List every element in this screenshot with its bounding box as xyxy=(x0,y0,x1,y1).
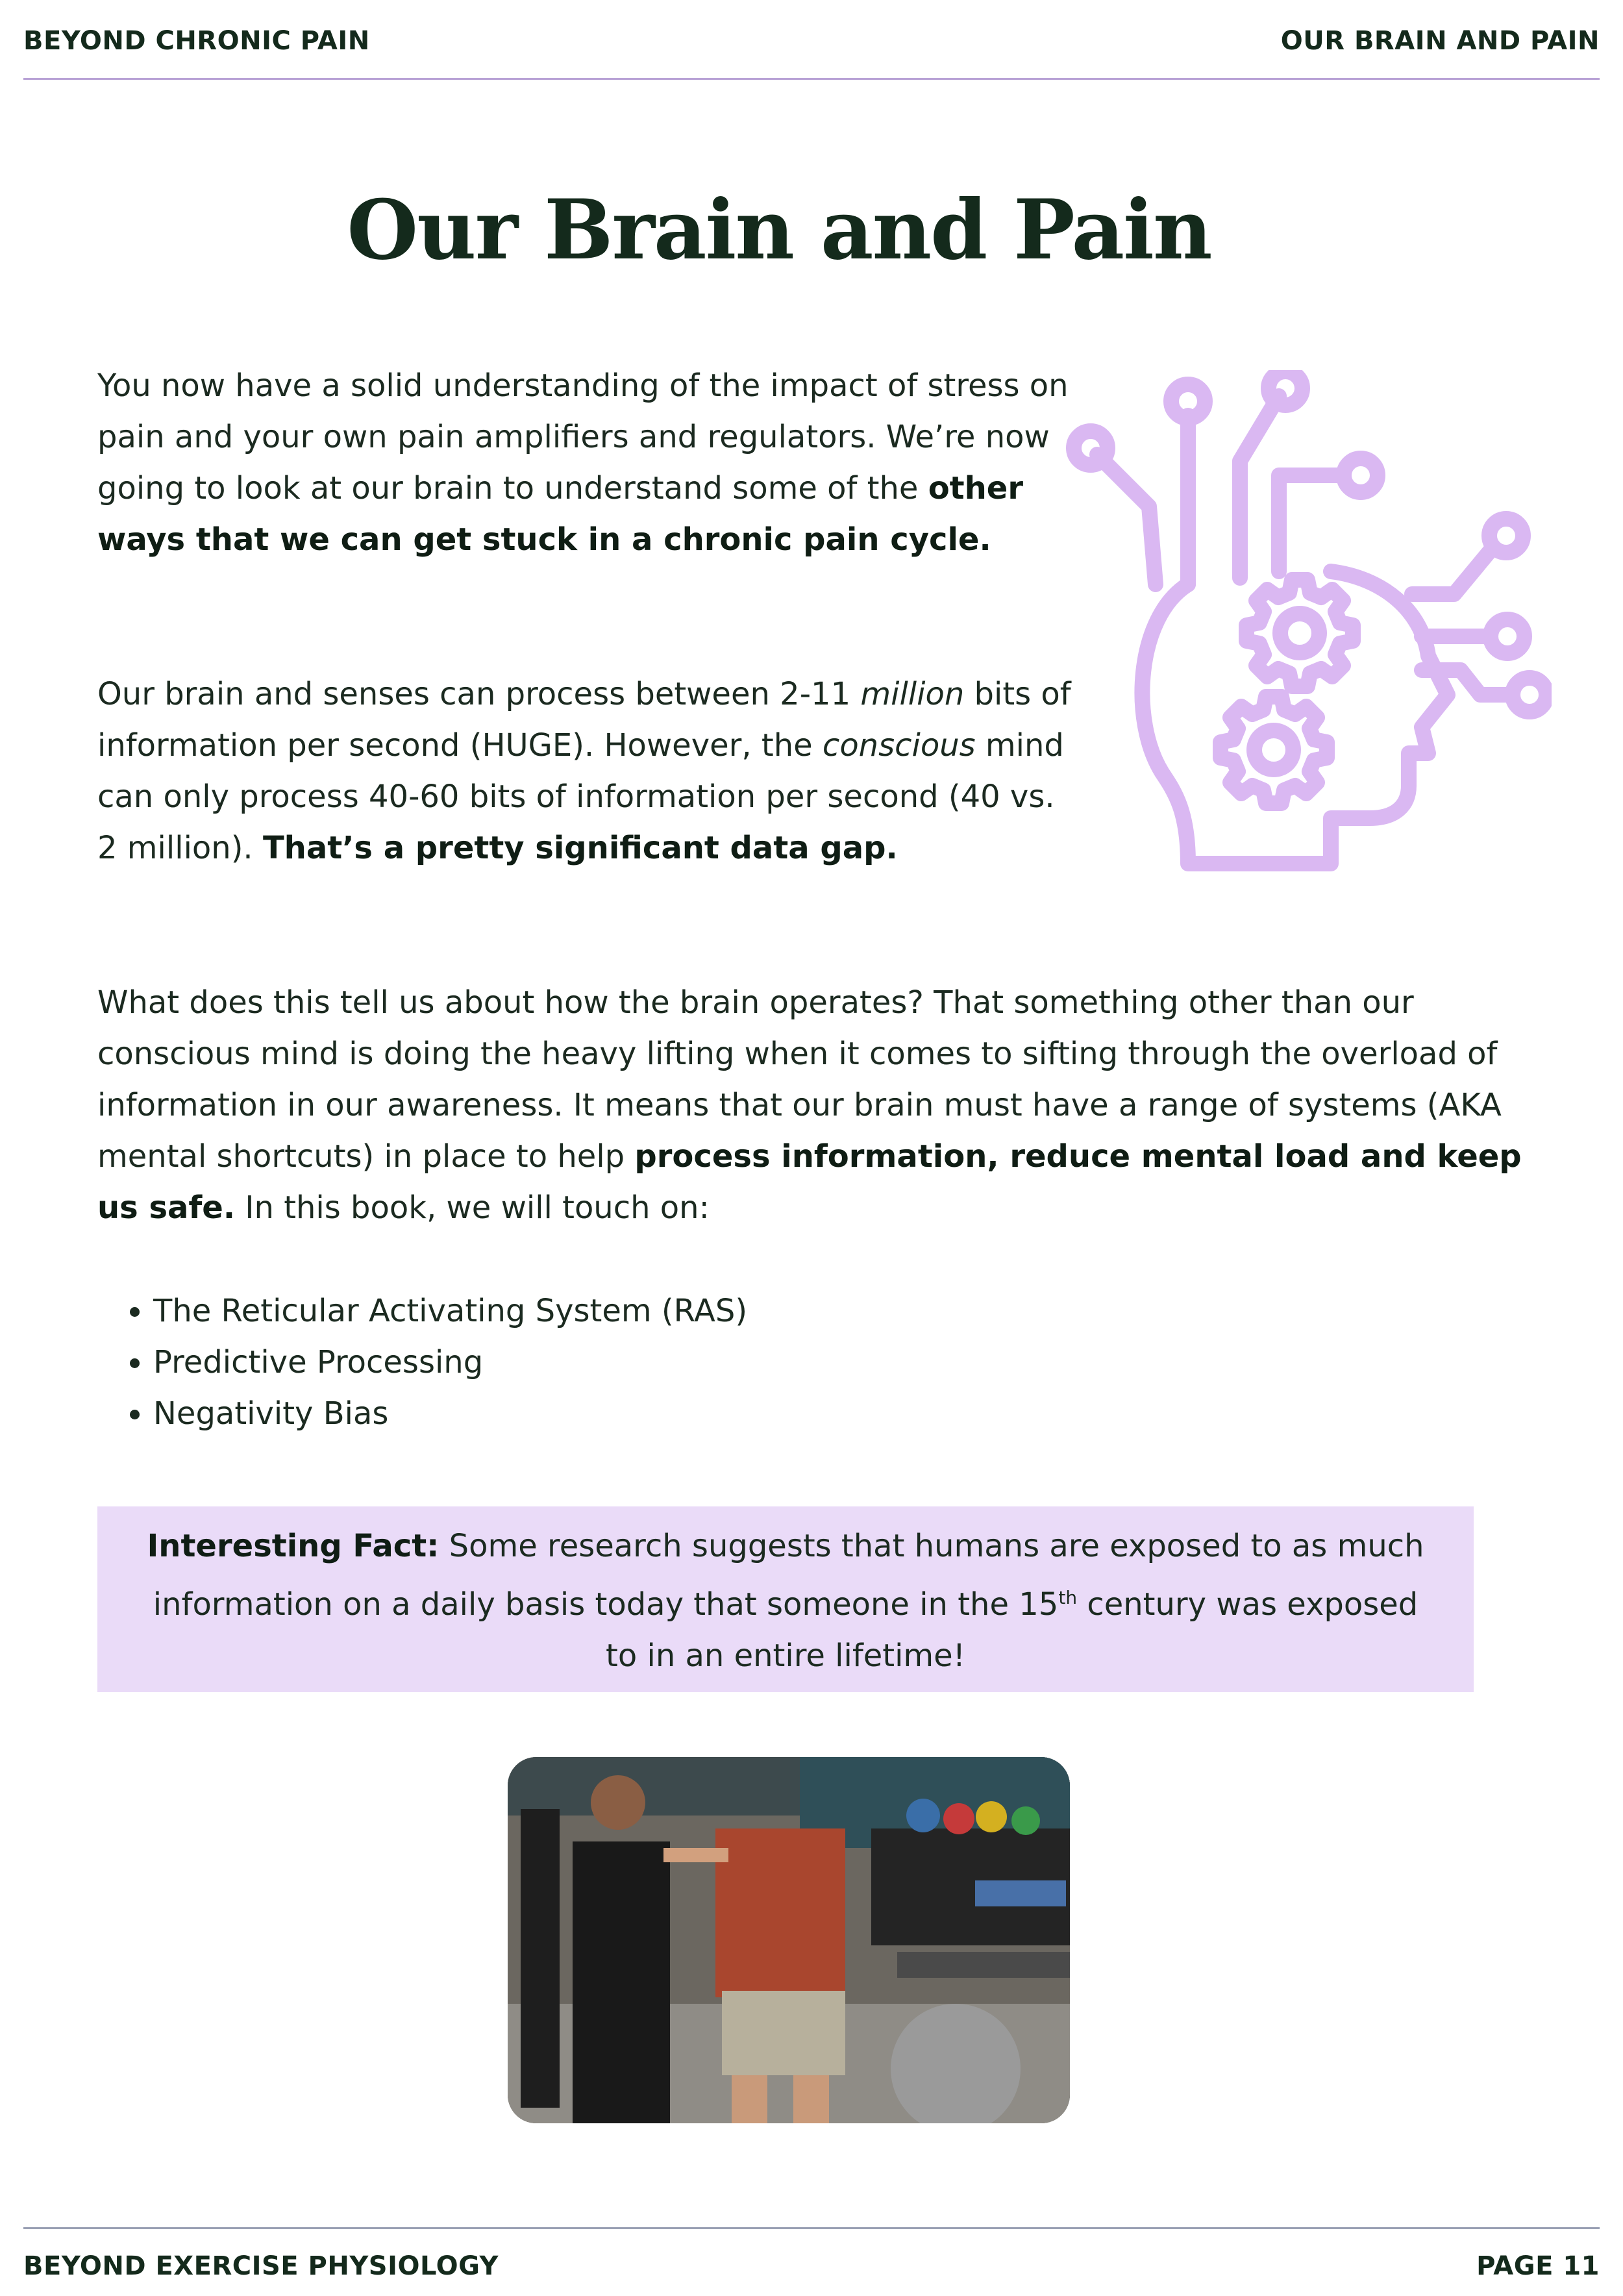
list-item: • Predictive Processing xyxy=(153,1337,747,1388)
info-italic-million: million xyxy=(860,676,965,712)
physiotherapy-session-photo xyxy=(508,1757,1070,2123)
info-text-2: bits of information per second (HUGE). However, the xyxy=(97,676,1071,764)
list-item: • Negativity Bias xyxy=(153,1388,747,1440)
page-header xyxy=(23,26,1600,80)
fact-label: Interesting Fact: xyxy=(147,1528,440,1564)
list-item: • The Reticular Activating System (RAS) xyxy=(153,1286,747,1337)
info-text-3: mind can only process 40-60 bits of information per second (40 vs. 2 million). xyxy=(97,727,1064,866)
fact-text-1: Some research suggests that humans are exposed to as much information on a daily basis today that someone in the 15 xyxy=(153,1528,1424,1623)
systems-text-2: In this book, we will touch on: xyxy=(235,1190,710,1226)
brain-gears-circuit-icon xyxy=(1058,370,1552,877)
page-title: Our Brain and Pain xyxy=(347,182,1211,278)
systems-paragraph xyxy=(97,977,1545,1234)
info-text-1: Our brain and senses can process between 2-11 xyxy=(97,676,861,712)
intro-paragraph xyxy=(97,360,1078,566)
page-footer xyxy=(23,2227,1600,2281)
systems-emphasis: process information, reduce mental load and keep us safe. xyxy=(97,1138,1522,1226)
info-emphasis: That’s a pretty significant data gap. xyxy=(262,830,898,866)
interesting-fact-box xyxy=(97,1506,1474,1692)
intro-text: You now have a solid understanding of the impact of stress on pain and your own pain amplifiers and regulators. We’re now going to look at our brain to understand some of the xyxy=(97,368,1069,506)
header-right: OUR BRAIN AND PAIN xyxy=(1280,26,1600,56)
topics-list xyxy=(97,1286,747,1440)
page-number: PAGE 11 xyxy=(1476,2251,1600,2281)
fact-text-2: century was exposed to in an entire lifetime! xyxy=(606,1586,1419,1674)
header-left: BEYOND CHRONIC PAIN xyxy=(23,26,370,56)
systems-text-1: What does this tell us about how the brain operates? That something other than our conscious mind is doing the heavy lifting when it comes to sifting through the overload of information in our awareness. It means that our brain must have a range of systems (AKA mental shortcuts) in place to help xyxy=(97,984,1502,1175)
intro-emphasis: other ways that we can get stuck in a chronic pain cycle. xyxy=(97,470,1024,558)
footer-left: BEYOND EXERCISE PHYSIOLOGY xyxy=(23,2251,499,2281)
info-italic-conscious: conscious xyxy=(822,727,976,764)
fact-superscript: th xyxy=(1058,1587,1078,1608)
information-paragraph xyxy=(97,669,1084,874)
